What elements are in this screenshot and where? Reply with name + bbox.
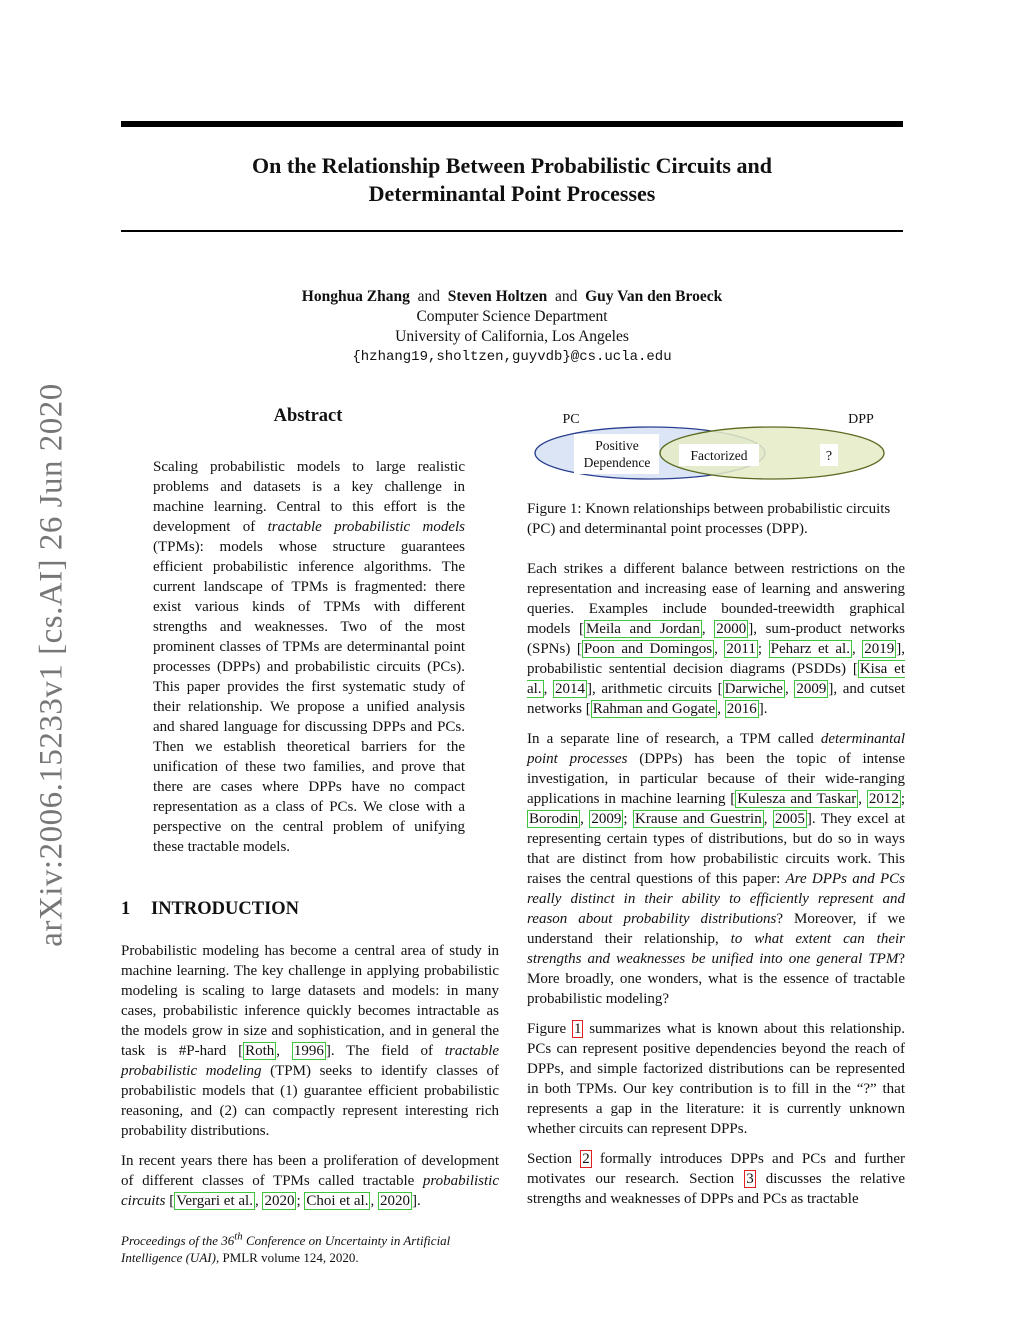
paragraph: In a separate line of research, a TPM called determinantal point processes (DPPs) has been the topic of intense investigation, in particular because of their wide-ranging applications in machine learning [ Kulesza and Taskar , 2012 ; Borodin , 2009 ; Krause and Guestrin , 2005 ]. They excel at representing certain types of distributions, but do so in ways that are distinct from how probabilistic circuits work. This raises the central questions of this paper: Are DPPs and PCs really distinct in their ability to efficiently represent and reason about probability distributions? Moreover, if we understand their relationship, to what extent can their strengths and weaknesses be unified into one general TPM? More broadly, one wonders, what is the essence of tractable probabilistic modeling?	[527, 731, 906, 1007]
citation-link[interactable]: Roth	[245, 1043, 275, 1059]
author-separator: and	[554, 288, 578, 305]
citation-link[interactable]: 1996	[293, 1043, 324, 1059]
citation-link[interactable]: 2005	[774, 811, 805, 827]
box-label: Positive	[595, 438, 639, 453]
citation-link[interactable]: Choi et al.	[306, 1193, 369, 1209]
paragraph: Probabilistic modeling has become a central area of study in machine learning. The key challenge in applying probabilistic modeling is scaling to large datasets and models: in many cases, probabilistic inference quickly becomes intractable as the models grow in size and sophistication, and in general the task is #P-hard [ Roth , 1996 ]. The field of tractable probabilistic modeling (TPM) seeks to identify classes of probabilistic models that (1) guarantee efficient probabilistic reasoning, and (2) can compactly represent interesting rich probability distributions.	[121, 943, 500, 1139]
venn-diagram-figure	[527, 402, 903, 492]
citation-link[interactable]: Kulesza and Taskar	[737, 791, 857, 807]
citation-link[interactable]: Vergari et al.	[176, 1193, 253, 1209]
pc-label: PC	[562, 412, 580, 427]
abstract-heading: Abstract	[273, 406, 343, 426]
paragraph: Section 2 formally introduces DPPs and PCs and further motivates our research. Section 3 discusses the relative strengths and weaknesses of DPPs and PCs as tractable	[527, 1151, 905, 1207]
citation-link[interactable]: 2009	[796, 681, 827, 697]
dpp-label: DPP	[848, 412, 874, 427]
section-ref-link[interactable]: 3	[746, 1171, 754, 1187]
citation-link[interactable]: Kisa et al.	[527, 661, 905, 697]
author-name: Guy Van den Broeck	[585, 288, 723, 305]
paragraph: Figure 1 summarizes what is known about this relationship. PCs can represent positive dependencies beyond the reach of DPPs, and simple factorized distributions can be represented in both TPMs. Our key contribution is to fill in the “?” that represents a gap in the literature: it is currently unknown whether circuits can represent DPPs.	[527, 1021, 905, 1137]
section-title: INTRODUCTION	[151, 899, 300, 919]
section-heading	[121, 899, 299, 920]
paper-title	[121, 152, 903, 208]
box-label: ?	[825, 449, 833, 464]
title-bottom-rule	[121, 230, 903, 232]
section-number: 1	[121, 899, 131, 919]
author-emails[interactable]: {hzhang19,sholtzen,guyvdb}@cs.ucla.edu	[352, 349, 672, 365]
citation-link[interactable]: 2011	[726, 641, 756, 657]
author-separator: and	[417, 288, 441, 305]
citation-link[interactable]: 2020	[264, 1193, 295, 1209]
right-column-body	[527, 559, 905, 1219]
citation-link[interactable]: Meila and Jordan	[585, 621, 700, 637]
left-column-body	[121, 941, 499, 1221]
box-label: Dependence	[583, 455, 651, 470]
citation-link[interactable]: Peharz et al.	[770, 641, 850, 657]
abstract-text: Scaling probabilistic models to large realistic problems and datasets is a key challenge in machine learning. Central to this effort is the development of tractable probabilistic models (TPMs): models whose structure guarantees efficient probabilistic inference algorithms. The current landscape of TPMs is fragmented: there exist various kinds of TPMs with different strengths and weaknesses. Two of the most prominent classes of TPMs are determinantal point processes (DPPs) and probabilistic circuits (PCs). This paper provides the first systematic study of their relationship. We propose a unified analysis and shared language for discussing DPPs and PCs. Then we establish theoretical barriers for the unification of these two families, and prove that there are cases where DPPs have no compact representation as a class of PCs. We close with a perspective on the central problem of unifying these tractable models.	[153, 459, 465, 855]
citation-link[interactable]: 2016	[726, 701, 757, 717]
citation-link[interactable]: 2020	[379, 1193, 410, 1209]
author-name: Steven Holtzen	[447, 288, 548, 305]
figure-ref-link[interactable]: 1	[573, 1021, 582, 1037]
top-rule	[121, 121, 903, 127]
box-label: Factorized	[690, 448, 748, 463]
proceedings-footnote: Proceedings of the 36th Conference on Uncertainty in Artificial Intelligence (UAI), PMLR volume 124, 2020.	[121, 1231, 451, 1266]
title-line-1: On the Relationship Between Probabilistic Circuits and	[252, 153, 772, 178]
author-block	[121, 287, 903, 367]
citation-link[interactable]: 2009	[591, 811, 622, 827]
citation-link[interactable]: Krause and Guestrin	[635, 811, 762, 827]
citation-link[interactable]: Borodin	[529, 811, 579, 827]
paragraph: In recent years there has been a proliferation of development of different classes of TPMs called tractable probabilistic circuits [ Vergari et al. , 2020 ; Choi et al. , 2020 ].	[121, 1153, 499, 1209]
author-name: Honghua Zhang	[301, 288, 410, 305]
arxiv-identifier: arXiv:2006.15233v1 [cs.AI] 26 Jun 2020	[33, 383, 70, 947]
citation-link[interactable]: Darwiche	[724, 681, 783, 697]
title-line-2: Determinantal Point Processes	[368, 181, 656, 206]
affiliation-university: University of California, Los Angeles	[395, 328, 629, 345]
citation-link[interactable]: 2014	[554, 681, 585, 697]
citation-link[interactable]: 2000	[716, 621, 747, 637]
figure-caption: Figure 1: Known relationships between probabilistic circuits (PC) and determinantal point processes (DPP).	[527, 501, 891, 537]
affiliation-department: Computer Science Department	[416, 308, 608, 325]
citation-link[interactable]: Poon and Domingos	[583, 641, 713, 657]
citation-link[interactable]: 2012	[868, 791, 899, 807]
paragraph: Each strikes a different balance between restrictions on the representation and increasing ease of learning and answering queries. Examples include bounded-treewidth graphical models [ Meila and Jordan , 2000 ], sum-product networks (SPNs) [ Poon and Domingos , 2011 ; Peharz et al. , 2019 ], probabilistic sentential decision diagrams (PSDDs) [ Kisa et al. , 2014 ], arithmetic circuits [ Darwiche , 2009 ], and cutset networks [ Rahman and Gogate , 2016 ].	[527, 561, 906, 717]
citation-link[interactable]: Rahman and Gogate	[592, 701, 716, 717]
citation-link[interactable]: 2019	[864, 641, 895, 657]
section-ref-link[interactable]: 2	[582, 1151, 590, 1167]
